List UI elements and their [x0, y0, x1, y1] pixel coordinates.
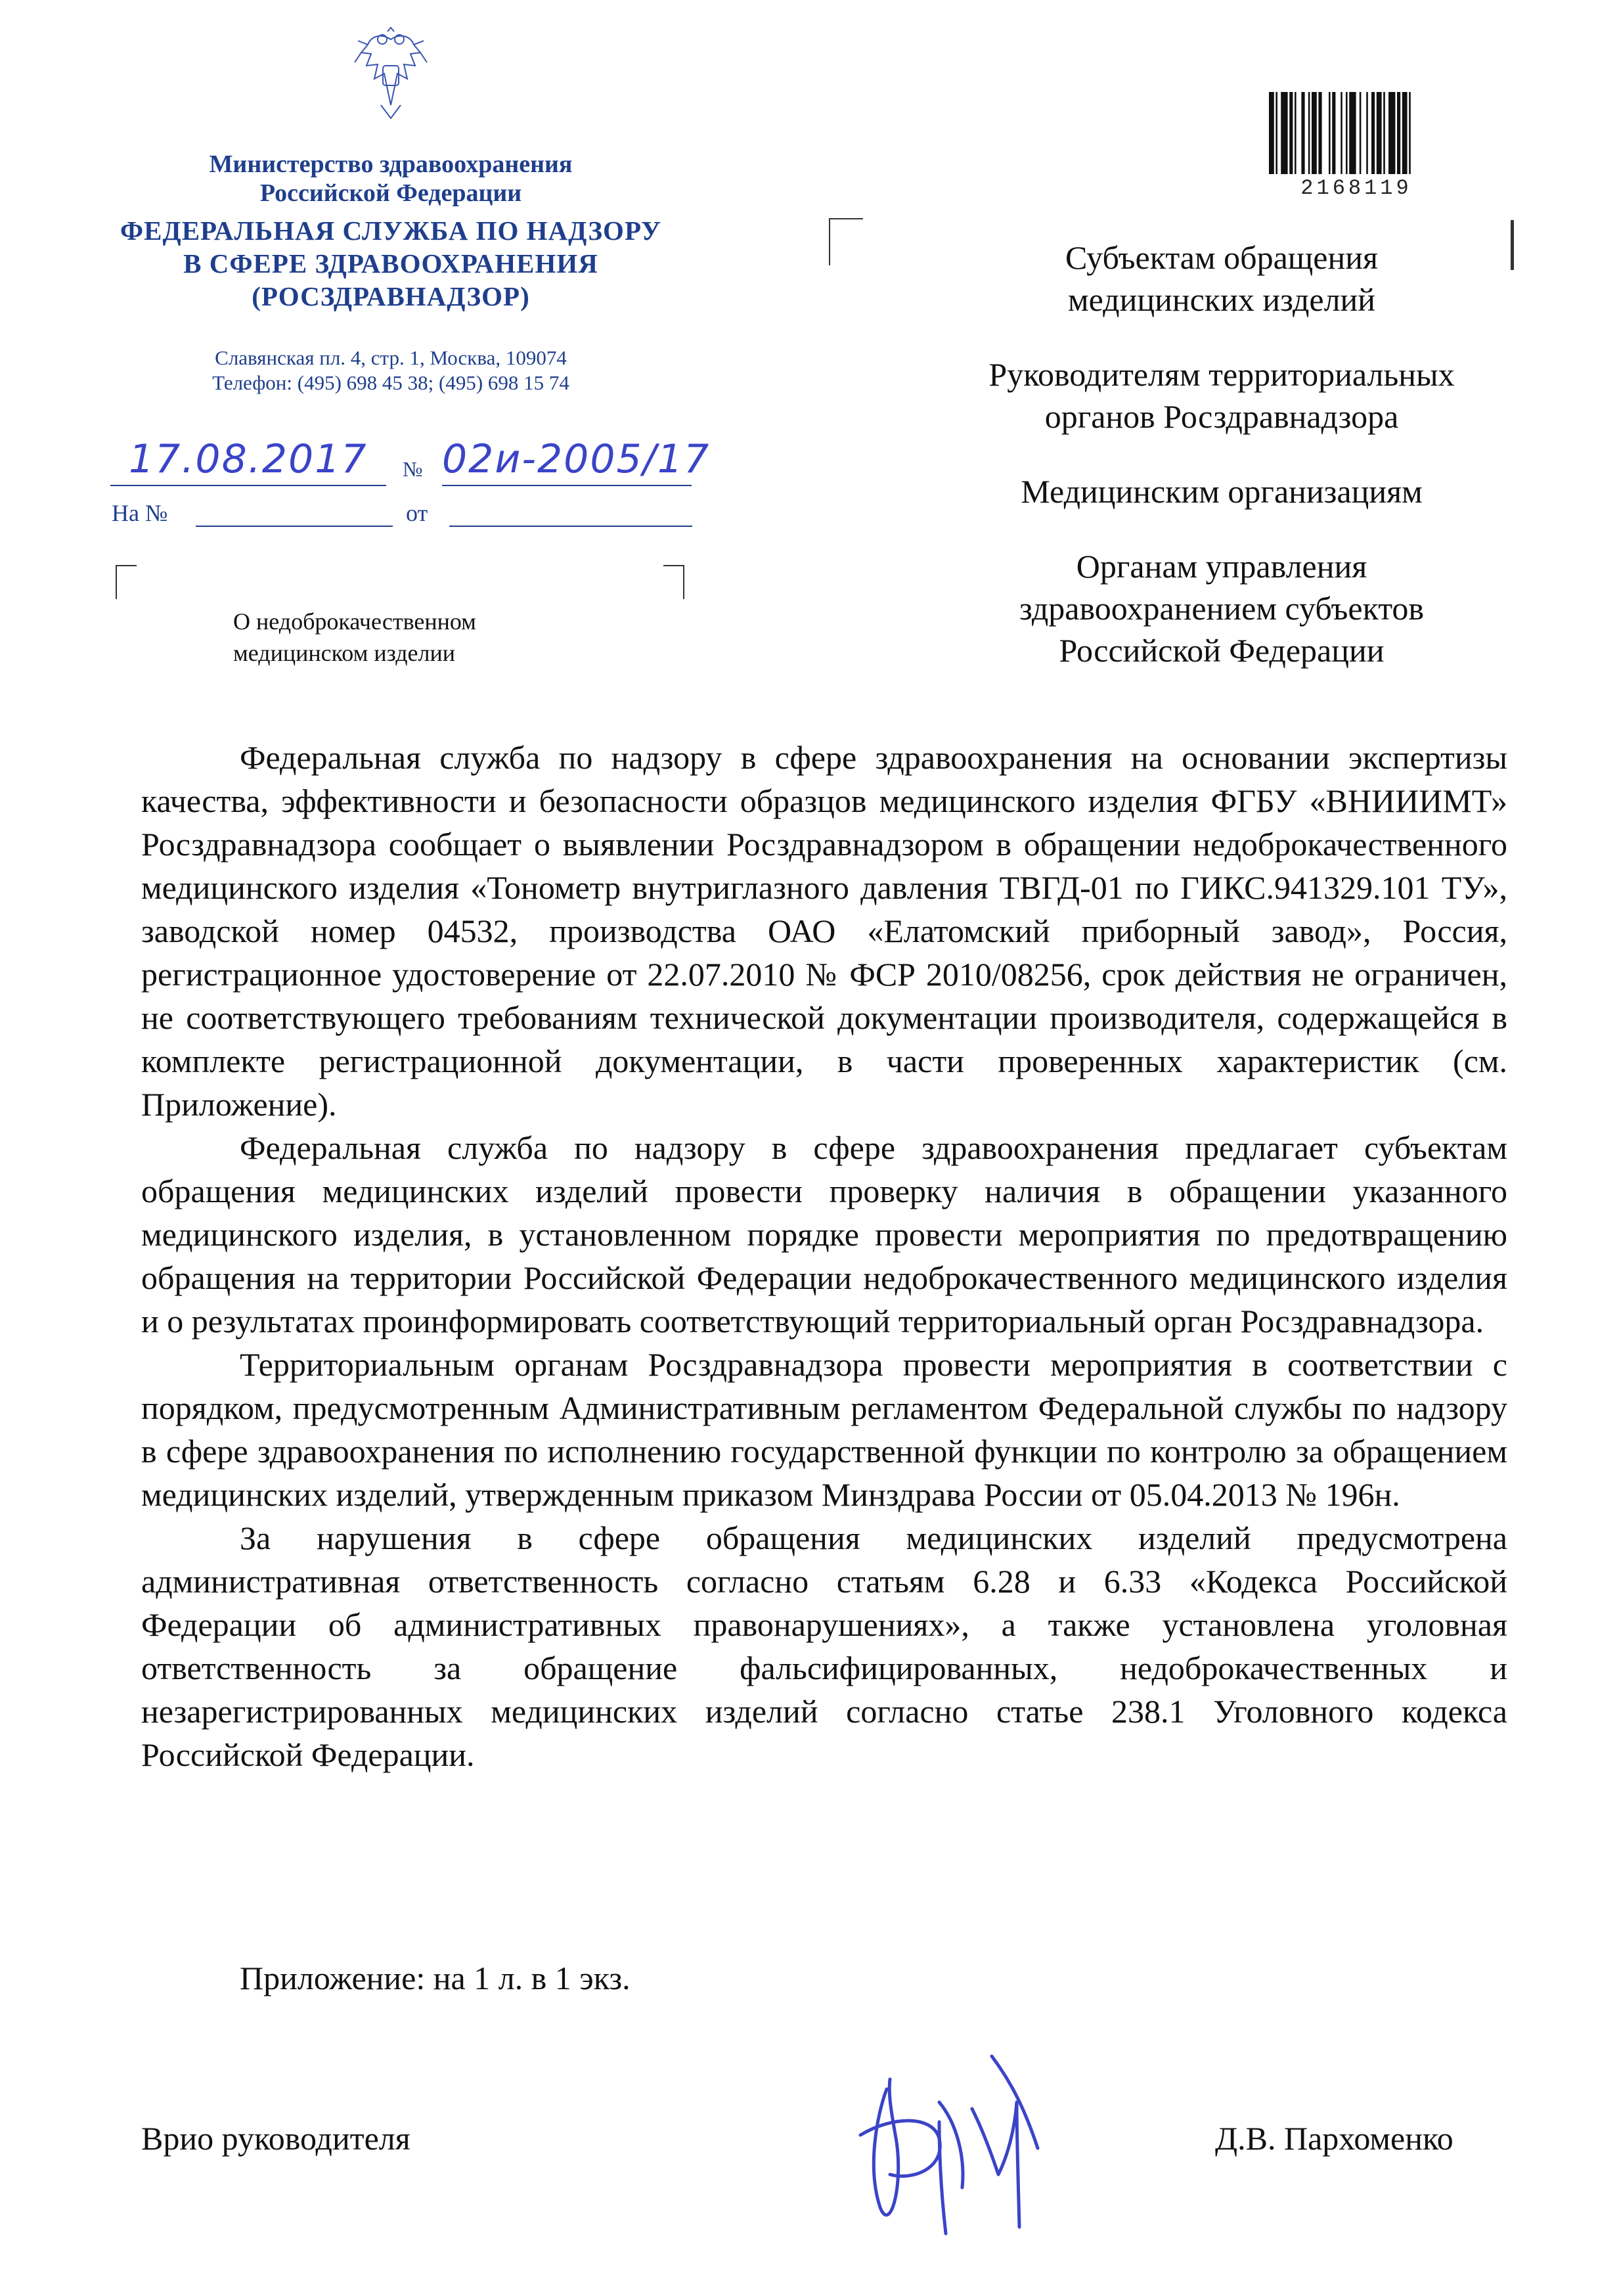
reference-line: [112, 499, 703, 539]
barcode-bar: [1332, 92, 1335, 174]
barcode-bar: [1397, 92, 1400, 174]
ministry-name: [105, 150, 676, 208]
addressee-line: Органам управления: [1076, 548, 1367, 585]
barcode-bar: [1366, 92, 1368, 174]
registration-number: 02и-2005/17: [442, 436, 711, 482]
number-sign: №: [403, 457, 423, 481]
barcode: [1268, 92, 1445, 177]
addressee-block: [906, 545, 1537, 671]
subject-line: медицинском изделии: [233, 640, 456, 666]
body-paragraph: Федеральная служба по надзору в сфере здравоохранения на основании экспертизы качества, эффективности и безопасности образцов медицинского изделия ФГБУ «ВНИИИМТ» Росздравнадзора сообщает о выявлении Росздравнадзором в обращении недоброкачественного медицинского изделия «Тонометр внутриглазного давления ТВГД-01 по ГИКС.941329.101 ТУ», заводской номер 04532, производства ОАО «Елатомский приборный завод», Россия, регистрационное удостоверение от 22.07.2010 № ФСР 2010/08256, срок действия не ограничен, не соответствующего требованиям технической документации производителя, содержащейся в комплекте регистрационной документации, в части проверенных характеристик (см. Приложение).: [141, 739, 1507, 1123]
barcode-bar: [1349, 92, 1356, 174]
service-line: ФЕДЕРАЛЬНАЯ СЛУЖБА ПО НАДЗОРУ: [120, 215, 662, 246]
coat-of-arms-icon: [342, 26, 440, 125]
body-paragraph: Федеральная служба по надзору в сфере здравоохранения предлагает субъектам обращения медицинских изделий провести проверку наличия в обращении указанного медицинского изделия, в установленном порядке провести мероприятия по предотвращению обращения на территории Российской Федерации недоброкачественного медицинского изделия и о результатах проинформировать соответствующий территориальный орган Росздравнадзора.: [141, 1129, 1507, 1339]
body-paragraph: Территориальным органам Росздравнадзора провести мероприятия в соответствии с порядком, предусмотренным Административным регламентом Федеральной службы по надзору в сфере здравоохранения по исполнению государственной функции по контролю за обращением медицинских изделий, утвержденным приказом Минздрава России от 05.04.2013 № 196н.: [141, 1346, 1507, 1513]
signer-position: Врио руководителя: [141, 2120, 410, 2157]
subject-corner-right: [663, 565, 684, 599]
letter-body: [141, 736, 1507, 1776]
registration-line: [110, 434, 711, 493]
service-name: [79, 214, 703, 313]
barcode-bar: [1318, 92, 1321, 174]
service-address: [105, 346, 676, 395]
body-paragraph: За нарушения в сфере обращения медицинских изделий предусмотрена административная ответственность согласно статьям 6.28 и 6.33 «Кодекса Российской Федерации об административных правонарушениях», а также установлена уголовная ответственность за обращение фальсифицированных, недоброкачественных и незарегистрированных медицинских изделий согласно статье 238.1 Уголовного кодекса Российской Федерации.: [141, 1519, 1507, 1773]
barcode-bar: [1383, 92, 1385, 174]
barcode-number: 2168119: [1300, 176, 1412, 200]
addressee-line: здравоохранением субъектов: [1019, 590, 1425, 627]
barcode-bar: [1360, 92, 1362, 174]
barcode-bar: [1346, 92, 1348, 174]
barcode-bar: [1409, 92, 1411, 174]
reference-number-label: На №: [112, 500, 168, 526]
barcode-bar: [1275, 92, 1277, 174]
addressee-line: Руководителям территориальных: [988, 356, 1455, 393]
barcode-bar: [1281, 92, 1287, 174]
service-line: В СФЕРЕ ЗДРАВООХРАНЕНИЯ: [183, 248, 598, 279]
subject-corner-left: [116, 565, 137, 599]
ministry-line: Российской Федерации: [259, 179, 522, 207]
barcode-bar: [1388, 92, 1395, 174]
subject-line: О недоброкачественном: [233, 608, 476, 635]
barcode-bar: [1371, 92, 1375, 174]
reference-number-underline: [196, 526, 393, 527]
barcode-bar: [1402, 92, 1408, 174]
barcode-bar: [1289, 92, 1293, 174]
address-line: Славянская пл. 4, стр. 1, Москва, 109074: [215, 346, 567, 369]
number-underline: [442, 485, 692, 486]
barcode-bar: [1295, 92, 1297, 174]
addressee-block: [906, 353, 1537, 438]
addressee-line: органов Росздравнадзора: [1044, 398, 1399, 435]
addressee-block: [906, 470, 1537, 512]
date-underline: [110, 485, 386, 486]
barcode-bar: [1329, 92, 1331, 174]
barcode-bar: [1269, 92, 1274, 174]
addressee-line: медицинских изделий: [1067, 281, 1376, 318]
registration-date: 17.08.2017: [129, 436, 368, 482]
letter-subject: [233, 606, 601, 669]
barcode-bar: [1341, 92, 1342, 174]
barcode-bar: [1301, 92, 1304, 174]
service-line: (РОСЗДРАВНАДЗОР): [252, 281, 530, 311]
signer-name: Д.В. Пархоменко: [1215, 2120, 1453, 2157]
handwritten-signature-icon: [841, 2017, 1057, 2240]
address-corner-left: [829, 218, 863, 265]
addressees: [906, 236, 1537, 704]
barcode-bar: [1377, 92, 1382, 174]
reference-date-underline: [449, 526, 692, 527]
addressee-line: Медицинским организациям: [1021, 473, 1423, 510]
attachment-note: Приложение: на 1 л. в 1 экз.: [240, 1960, 631, 1996]
addressee-line: Российской Федерации: [1059, 632, 1385, 669]
addressee-line: Субъектам обращения: [1065, 239, 1378, 276]
barcode-bar: [1312, 92, 1317, 174]
reference-date-label: от: [406, 500, 428, 526]
barcode-bar: [1308, 92, 1310, 174]
addressee-block: [906, 236, 1537, 321]
ministry-line: Министерство здравоохранения: [209, 150, 573, 178]
address-line: Телефон: (495) 698 45 38; (495) 698 15 74: [212, 371, 569, 394]
